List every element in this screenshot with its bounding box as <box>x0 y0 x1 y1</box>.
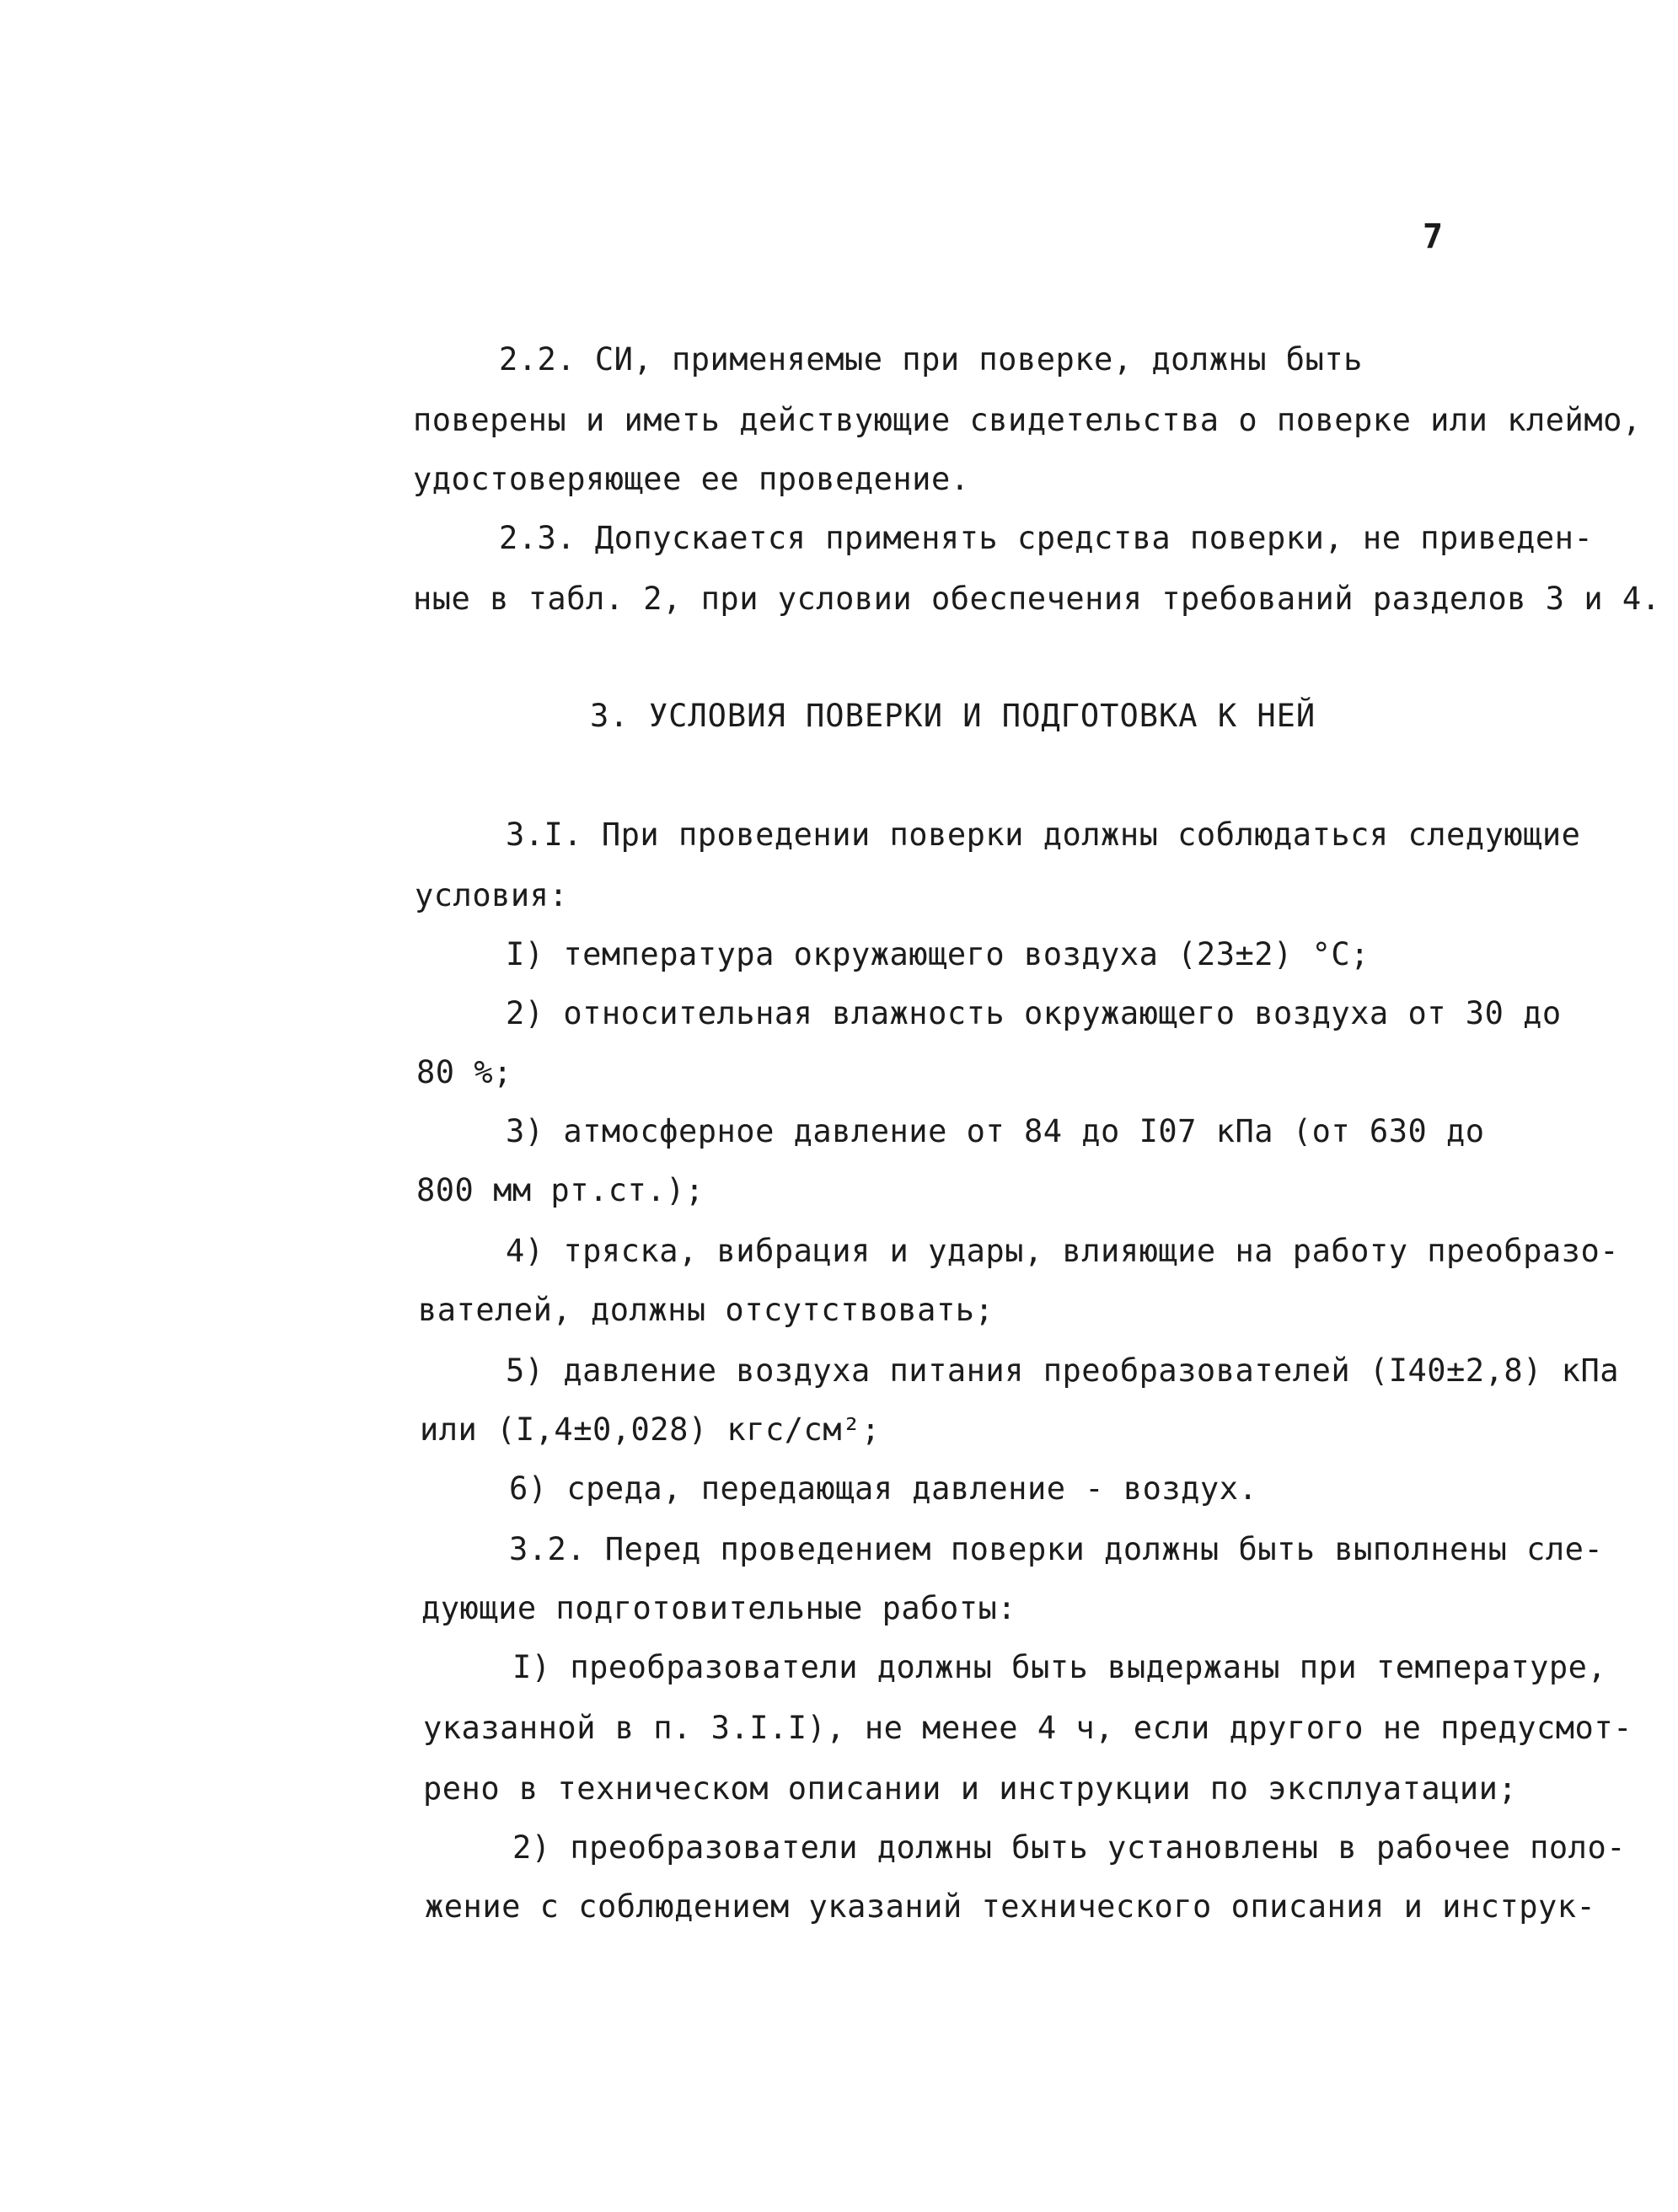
section-3-heading: 3. УСЛОВИЯ ПОВЕРКИ И ПОДГОТОВКА К НЕЙ <box>590 698 1316 734</box>
p3-1-line-2: условия: <box>415 877 569 913</box>
p3-2-line-4: указанной в п. 3.I.I), не менее 4 ч, если другого не предусмот- <box>423 1710 1632 1746</box>
p2-2-line-1: 2.2. СИ, применяемые при поверке, должны быть <box>499 341 1363 378</box>
p3-1-line-11: или (I,4±0,028) кгс/см²; <box>420 1411 881 1448</box>
p2-2-line-2: поверены и иметь действующие свидетельства о поверке или клеймо, <box>413 402 1642 438</box>
p3-2-line-5: рено в техническом описании и инструкции по эксплуатации; <box>423 1770 1518 1807</box>
p3-2-line-1: 3.2. Перед проведением поверки должны быть выполнены сле- <box>509 1531 1604 1567</box>
p3-1-line-6: 3) атмосферное давление от 84 до I07 кПа (от 630 до <box>506 1113 1485 1149</box>
p2-3-line-2: ные в табл. 2, при условии обеспечения требований разделов 3 и 4. <box>413 581 1661 617</box>
p3-2-line-7: жение с соблюдением указаний технического описания и инструк- <box>425 1888 1596 1925</box>
p3-2-line-2: дующие подготовительные работы: <box>421 1590 1017 1626</box>
p3-2-line-6: 2) преобразователи должны быть установлены в рабочее поло- <box>512 1829 1627 1866</box>
p3-1-line-9: вателей, должны отсутствовать; <box>418 1292 994 1328</box>
p2-2-line-3: удостоверяющее ее проведение. <box>413 461 970 497</box>
p3-1-line-8: 4) тряска, вибрация и удары, влияющие на работу преобразо- <box>506 1233 1620 1269</box>
p3-2-line-3: I) преобразователи должны быть выдержаны при температуре, <box>512 1649 1607 1685</box>
p3-1-line-12: 6) среда, передающая давление - воздух. <box>509 1470 1258 1507</box>
p3-1-line-1: 3.I. При проведении поверки должны соблюдаться следующие <box>506 817 1581 853</box>
p3-1-line-10: 5) давление воздуха питания преобразователей (I40±2,8) кПа <box>506 1352 1620 1389</box>
page-number: 7 <box>1423 217 1444 256</box>
p2-3-line-1: 2.3. Допускается применять средства поверки, не приведен- <box>499 520 1594 556</box>
p3-1-line-3: I) температура окружающего воздуха (23±2) °С; <box>506 936 1370 972</box>
p3-1-line-7: 800 мм рт.ст.); <box>416 1172 705 1208</box>
p3-1-line-4: 2) относительная влажность окружающего воздуха от 30 до <box>506 995 1562 1031</box>
p3-1-line-5: 80 %; <box>416 1054 512 1090</box>
